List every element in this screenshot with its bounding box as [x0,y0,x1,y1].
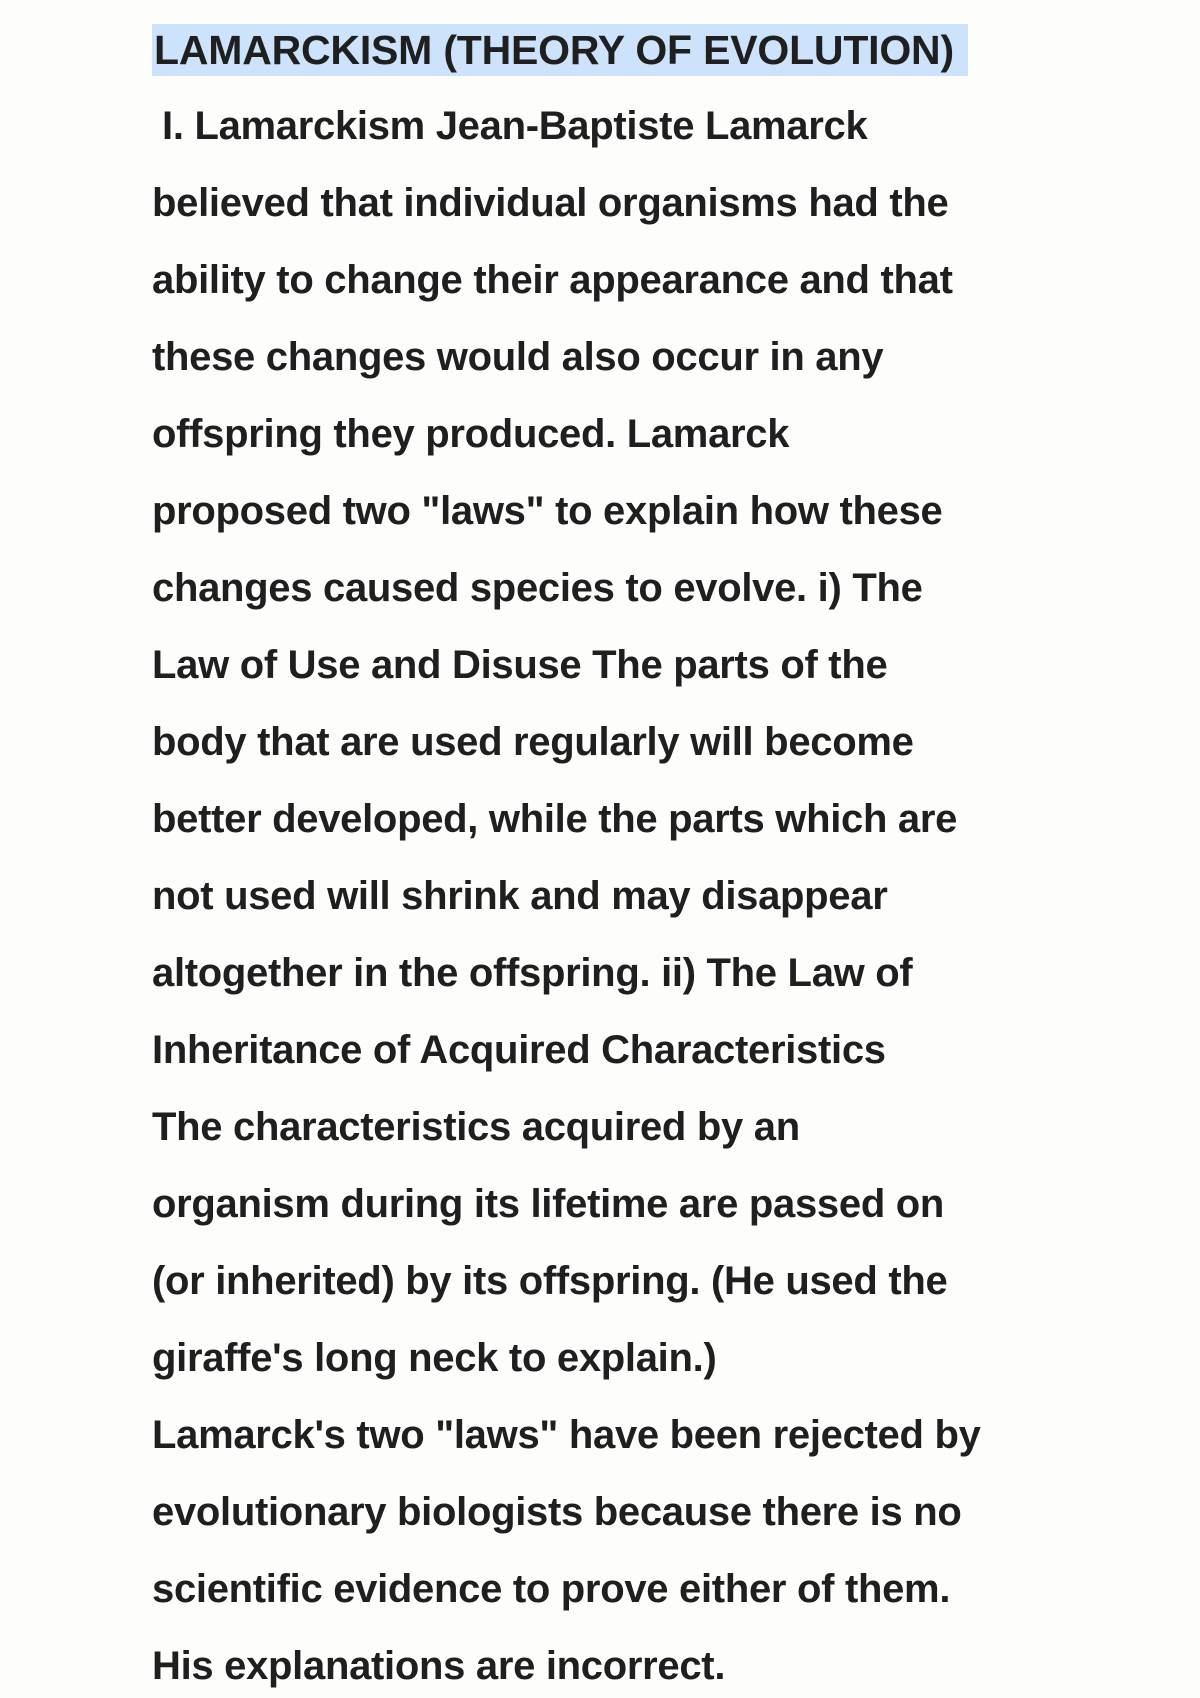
text-line: altogether in the offspring. ii) The Law of [152,951,913,995]
document-body [152,88,1092,1698]
text-line: evolutionary biologists because there is no [152,1490,962,1534]
text-line: better developed, while the parts which are [152,797,958,841]
text-line: Law of Use and Disuse The parts of the [152,643,888,687]
text-line: these changes would also occur in any [152,335,884,379]
text-line: I. Lamarckism Jean-Baptiste Lamarck [162,104,868,148]
text-line: proposed two "laws" to explain how these [152,489,943,533]
document-title[interactable]: LAMARCKISM (THEORY OF EVOLUTION) [152,24,968,76]
text-line: changes caused species to evolve. i) The [152,566,923,610]
text-line: The characteristics acquired by an [152,1105,800,1149]
text-line: (or inherited) by its offspring. (He used the [152,1259,948,1303]
text-line: Inheritance of Acquired Characteristics [152,1028,886,1072]
text-line: scientific evidence to prove either of them. [152,1567,951,1611]
text-line: not used will shrink and may disappear [152,874,888,918]
text-line: believed that individual organisms had the [152,181,949,225]
text-line: ability to change their appearance and that [152,258,953,302]
text-line: Lamarck's two "laws" have been rejected by [152,1413,981,1457]
text-line: organism during its lifetime are passed on [152,1182,945,1226]
text-line: body that are used regularly will become [152,720,914,764]
text-line: His explanations are incorrect. [152,1644,726,1688]
text-line: giraffe's long neck to explain.) [152,1336,717,1380]
text-line: offspring they produced. Lamarck [152,412,790,456]
